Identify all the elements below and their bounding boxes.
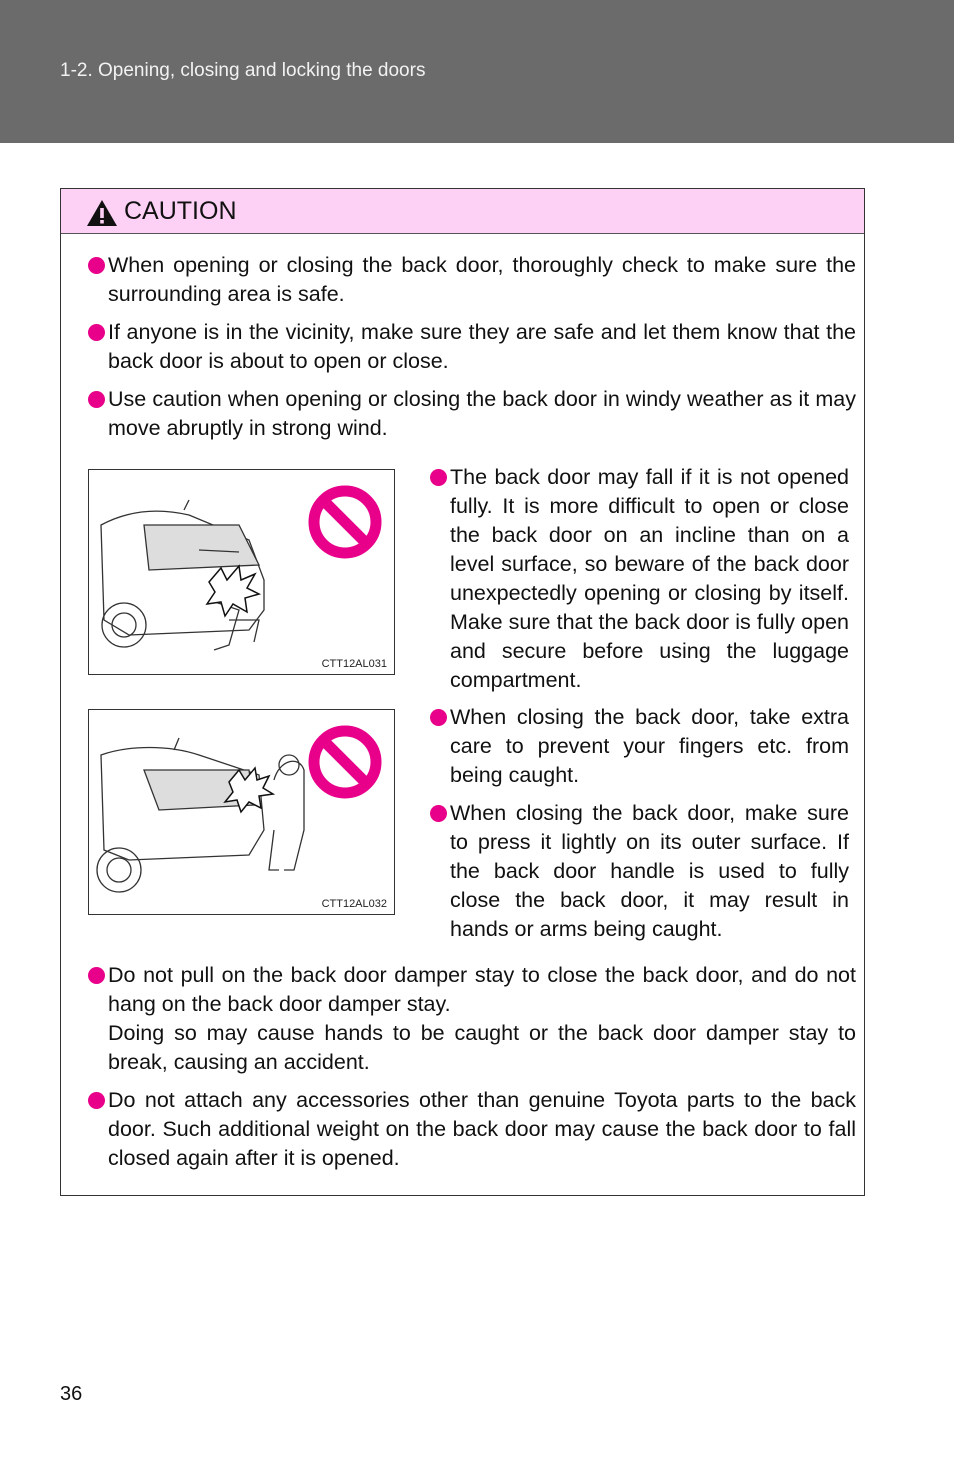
caution-item: If anyone is in the vicinity, make sure they are safe and let them know that the back door is about to open or close. <box>108 320 856 373</box>
prohibition-icon <box>305 722 385 802</box>
page-number: 36 <box>60 1383 83 1405</box>
bullet-icon <box>430 709 447 726</box>
caution-item: When closing the back door, take extra care to prevent your fingers etc. from being caught. <box>450 705 849 787</box>
bullet-icon <box>430 469 447 486</box>
caution-item: When opening or closing the back door, thoroughly check to make sure the surrounding area is safe. <box>108 253 856 306</box>
caution-box <box>60 188 865 1196</box>
figure-code: CTT12AL032 <box>321 898 387 910</box>
page-header <box>0 0 954 143</box>
caution-item: The back door may fall if it is not opened fully. It is more difficult to open or close the back door on an incline than on a level surface, so beware of the back door unexpectedly opening or closing by itself. Make sure that the back door is fully open and secure before using the luggage compartment. <box>450 465 849 692</box>
section-title: 1-2. Opening, closing and locking the doors <box>60 60 426 81</box>
bullet-icon <box>88 324 105 341</box>
bullet-icon <box>88 1092 105 1109</box>
figure-fingers-caught <box>88 709 395 915</box>
figure-back-door-falling <box>88 469 395 675</box>
bullet-icon <box>88 257 105 274</box>
figure-code: CTT12AL031 <box>321 658 387 670</box>
caution-item: Do not attach any accessories other than genuine Toyota parts to the back door. Such additional weight on the back door may cause the back door to fall closed again after it is opened. <box>108 1088 856 1170</box>
caution-header <box>61 189 864 234</box>
caution-item: When closing the back door, make sure to press it lightly on its outer surface. If the back door handle is used to fully close the back door, it may result in hands or arms being caught. <box>450 801 849 941</box>
caution-item: Do not pull on the back door damper stay to close the back door, and do not hang on the back door damper stay. Doing so may cause hands to be caught or the back door damper stay to break, causing an accident. <box>108 963 856 1074</box>
bullet-icon <box>430 805 447 822</box>
bullet-icon <box>88 967 105 984</box>
caution-item: Use caution when opening or closing the back door in windy weather as it may move abruptly in strong wind. <box>108 387 856 440</box>
bullet-icon <box>88 391 105 408</box>
prohibition-icon <box>305 482 385 562</box>
caution-title: CAUTION <box>124 197 237 225</box>
warning-icon <box>86 199 118 227</box>
